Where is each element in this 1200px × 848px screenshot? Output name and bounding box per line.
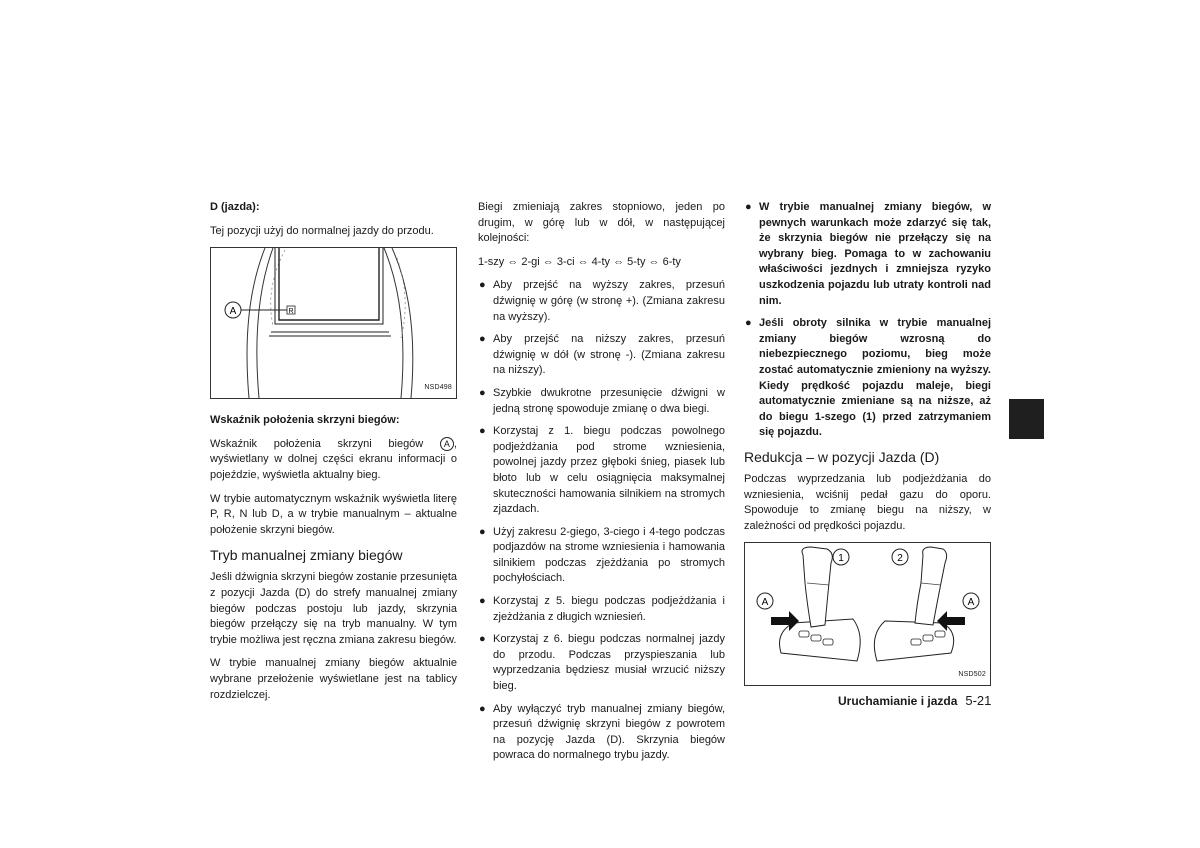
reduction-heading: Redukcja – w pozycji Jazda (D) — [744, 448, 940, 465]
list-item — [478, 525, 725, 587]
list-item-text: Korzystaj z 1. biegu podczas powolnego podjeżdżania pod strome wzniesienia, powolnej jazdy przez głęboki śnieg, piasek lub błoto lub w celu osiągnięcia maksymalnej skuteczności hamowania silnikiem na stromych zjazdach. — [493, 425, 725, 516]
gear-intro: Biegi zmieniają zakres stopniowo, jeden po drugim, w górę lub w dół, w następującej kolejności: — [478, 201, 725, 245]
gear-sequence: 1-szy ⇔ 2-gi ⇔ 3-ci ⇔ 4-ty ⇔ 5-ty ⇔ 6-ty — [478, 255, 681, 268]
bullet-icon: ● — [479, 279, 486, 292]
indicator-text — [210, 437, 457, 484]
manual-text-1: Jeśli dźwignia skrzyni biegów zostanie przesunięta z pozycji Jazda (D) do strefy manualnej zmiany biegów podczas postoju lub jazdy, skrzynia biegów przełączy się na tryb manualny. W tym trybie możliwa jest ręczna zmiana zakresu biegów. — [210, 571, 458, 646]
list-item-text: Aby przejść na niższy zakres, przesuń dźwignię w dół (w stronę -). (Zmiana zakresu na niższy). — [493, 333, 725, 377]
list-item — [478, 278, 725, 325]
bullet-icon: ● — [479, 333, 486, 346]
list-item — [478, 594, 725, 625]
list-item-text: Aby przejść na wyższy zakres, przesuń dźwignię w górę (w stronę +). (Zmiana zakresu na wyższy). — [493, 279, 725, 323]
bullet-icon: ● — [479, 525, 486, 538]
reduction-text: Podczas wyprzedzania lub podjeżdżania do wzniesienia, wciśnij pedał gazu do oporu. Spowoduje to zmianę biegu na niższy, w zależności od prędkości pojazdu. — [744, 472, 991, 532]
indicator-text-part: Wskaźnik położenia skrzyni biegów — [210, 437, 424, 450]
list-item-text: Korzystaj z 5. biegu podczas podjeżdżania i zjeżdżania z długich wzniesień. — [493, 595, 725, 623]
figure-code: NSD502 — [958, 670, 986, 678]
list-item — [478, 632, 725, 694]
instrument-cluster-illustration — [211, 248, 456, 398]
figure-instrument-cluster — [210, 247, 457, 399]
auto-text: W trybie automatycznym wskaźnik wyświetla literę P, R, N lub D, a w trybie manualnym – aktualne położenie skrzyni biegów. — [210, 492, 457, 536]
figure-label-r: R — [288, 308, 294, 316]
section-tab-marker — [1009, 399, 1044, 439]
bullet-icon: ● — [479, 595, 486, 608]
figure-code: NSD498 — [424, 383, 452, 391]
column-right — [744, 200, 991, 700]
bullet-icon: ● — [479, 425, 486, 438]
manual-text-2: W trybie manualnej zmiany biegów aktualnie wybrane przełożenie wyświetlane jest na tablicy rozdzielczej. — [210, 657, 457, 701]
figure-label-1: 1 — [838, 553, 844, 565]
page-footer — [838, 693, 991, 708]
list-item-text: Korzystaj z 6. biegu podczas normalnej jazdy do przodu. Podczas przyspieszania lub wyprzedzania będziesz musiał wrzucić niższy bieg. — [493, 633, 725, 693]
figure-label-a-right: A — [967, 597, 975, 609]
list-item-text: Użyj zakresu 2-giego, 3-ciego i 4-tego podczas podjazdów na strome wzniesienia i hamowania silnikiem podczas zjeżdżania po stromych pochyłościach. — [493, 525, 725, 585]
figure-label-2: 2 — [897, 553, 903, 565]
footer-section-title: Uruchamianie i jazda — [838, 694, 958, 708]
shift-lever-illustration — [745, 543, 990, 685]
d-heading: D (jazda): — [210, 201, 260, 213]
list-item-text: W trybie manualnej zmiany biegów, w pewnych warunkach może zdarzyć się tak, że skrzynia biegów nie przełączy się na wybrany bieg. Pomaga to w zachowaniu właściwości jezdnych i zmniejsza ryzyko uszkodzenia pojazdu lub utraty kontroli nad nim. — [759, 201, 991, 307]
bullet-icon: ● — [745, 317, 752, 330]
bullet-icon: ● — [479, 702, 486, 715]
list-item-text: Jeśli obroty silnika w trybie manualnej zmiany biegów wzrosną do niebezpiecznego poziomu, bieg może zostać automatycznie zmieniony na wyższy. Kiedy prędkość pojazdu maleje, biegi automatycznie zmieniane są na niższe, aż do biegu 1-szego (1) przed zatrzymaniem się pojazdu. — [759, 317, 991, 439]
indicator-text-part: , wyświetlany w dolnej części ekranu informacji o pojeździe, wyświetla aktualny bieg. — [210, 437, 457, 481]
figure-label-a-left: A — [761, 597, 769, 609]
list-item — [478, 386, 725, 417]
list-item-text: Szybkie dwukrotne przesunięcie dźwigni w jedną stronę spowoduje zmianę o dwa biegi. — [493, 386, 725, 415]
list-item — [478, 702, 725, 764]
d-text: Tej pozycji użyj do normalnej jazdy do przodu. — [210, 224, 434, 237]
circled-a-icon: A — [440, 437, 454, 451]
list-item — [744, 200, 991, 309]
manual-heading: Tryb manualnej zmiany biegów — [210, 547, 403, 564]
bullet-icon: ● — [479, 386, 486, 399]
indicator-heading: Wskaźnik położenia skrzyni biegów: — [210, 414, 400, 427]
list-item — [478, 332, 725, 379]
list-item — [744, 316, 991, 441]
column-middle — [478, 200, 725, 771]
page-number: 5-21 — [965, 693, 992, 708]
bullet-icon: ● — [479, 633, 486, 646]
column-left — [210, 200, 457, 711]
figure-label-a: A — [229, 306, 237, 318]
bullet-icon: ● — [745, 201, 752, 213]
list-item — [478, 424, 725, 518]
figure-shift-lever — [744, 542, 991, 686]
list-item-text: Aby wyłączyć tryb manualnej zmiany biegów, przesuń dźwignię skrzyni biegów z powrotem na pozycję Jazda (D). Skrzynia biegów powraca do normalnego trybu jazdy. — [493, 702, 725, 762]
